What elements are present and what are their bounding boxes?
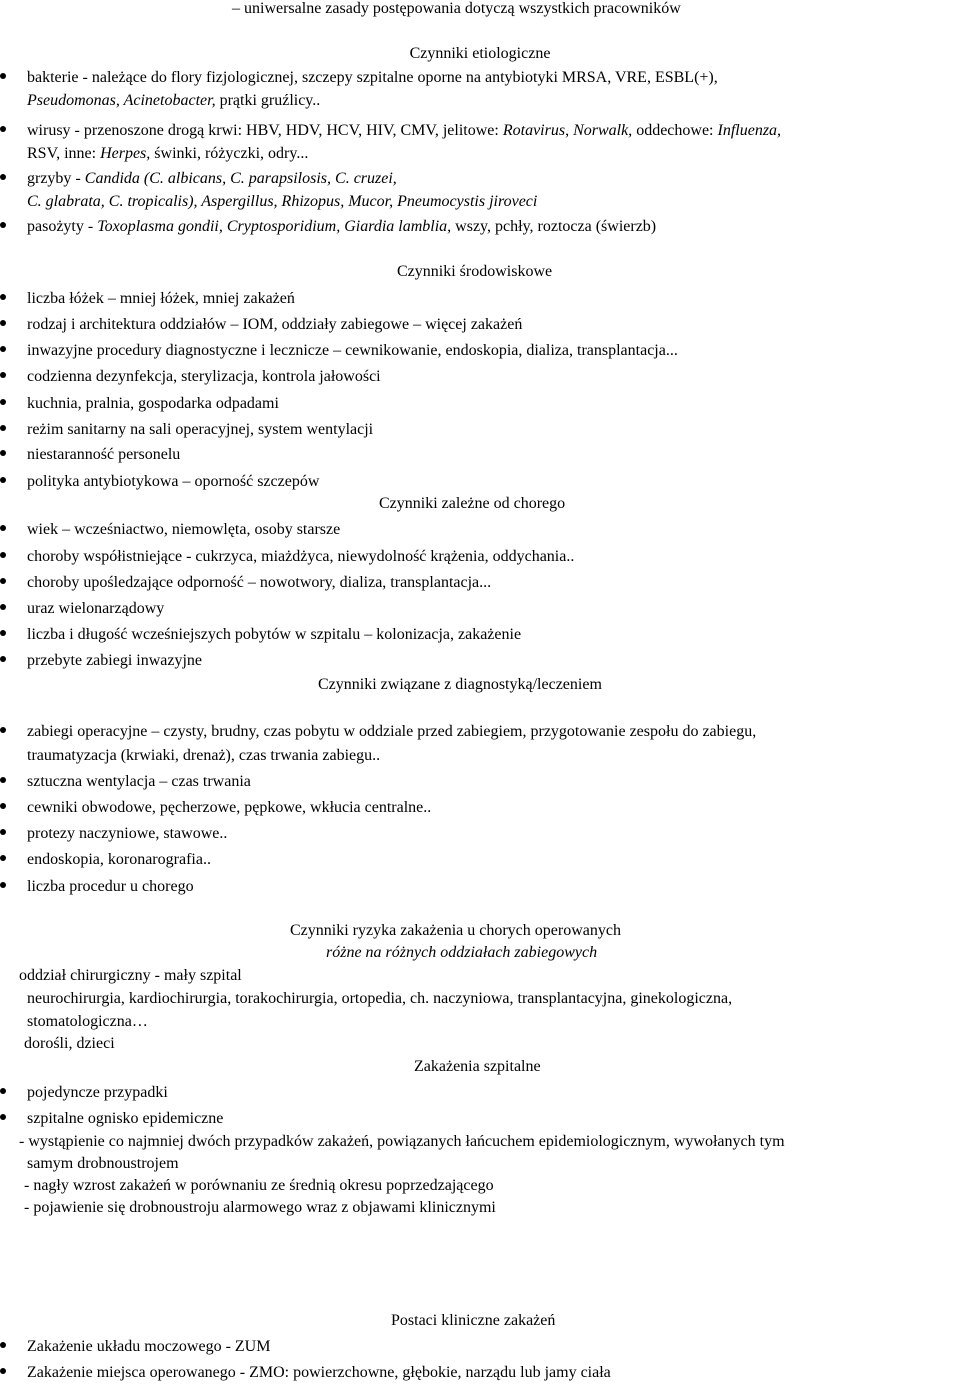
bullet-icon xyxy=(0,120,12,142)
bullet-icon xyxy=(0,849,12,871)
bullet-icon xyxy=(0,650,12,672)
text-line: - wystąpienie co najmniej dwóch przypadków zakażeń, powiązanych łańcuchem epidemiologicznym, wywołanych tym xyxy=(19,1133,785,1150)
subheading-surgical-wards: różne na różnych oddziałach zabiegowych xyxy=(326,944,598,961)
heading-clinical-forms: Postaci kliniczne zakażeń xyxy=(391,1312,556,1329)
list-item-fungi: grzyby - Candida (C. albicans, C. parapsilosis, C. cruzei, xyxy=(27,170,397,187)
bullet-icon xyxy=(0,721,12,743)
list-item: protezy naczyniowe, stawowe.. xyxy=(27,825,228,842)
bullet-icon xyxy=(0,546,12,568)
bullet-icon xyxy=(0,876,12,898)
list-item: codzienna dezynfekcja, sterylizacja, kontrola jałowości xyxy=(27,368,381,385)
list-item-viruses: wirusy - przenoszone drogą krwi: HBV, HDV, HCV, HIV, CMV, jelitowe: Rotavirus, Norwalk, oddechowe: Influenza, xyxy=(27,122,782,139)
list-item-bacteria-cont: Pseudomonas, Acinetobacter, prątki gruźlicy.. xyxy=(27,92,321,109)
bullet-icon xyxy=(0,519,12,541)
list-item: kuchnia, pralnia, gospodarka odpadami xyxy=(27,395,279,412)
bullet-icon xyxy=(0,624,12,646)
bullet-icon xyxy=(0,1336,12,1358)
heading-patient-factors: Czynniki zależne od chorego xyxy=(379,495,566,512)
bullet-icon xyxy=(0,288,12,310)
heading-etiological-factors: Czynniki etiologiczne xyxy=(409,45,551,62)
bullet-icon xyxy=(0,771,12,793)
bullet-icon xyxy=(0,67,12,89)
bullet-icon xyxy=(0,444,12,466)
bullet-icon xyxy=(0,1082,12,1104)
list-item: sztuczna wentylacja – czas trwania xyxy=(27,773,251,790)
list-item: reżim sanitarny na sali operacyjnej, system wentylacji xyxy=(27,421,374,438)
list-item-viruses-cont: RSV, inne: Herpes, świnki, różyczki, odry... xyxy=(27,145,309,162)
list-item: uraz wielonarządowy xyxy=(27,600,165,617)
bullet-icon xyxy=(0,471,12,493)
list-item: choroby współistniejące - cukrzyca, miażdżyca, niewydolność krążenia, oddychania.. xyxy=(27,548,575,565)
text-line: oddział chirurgiczny - mały szpital xyxy=(19,967,242,984)
list-item: liczba i długość wcześniejszych pobytów w szpitalu – kolonizacja, zakażenie xyxy=(27,626,522,643)
heading-environmental-factors: Czynniki środowiskowe xyxy=(397,263,553,280)
list-item: pojedyncze przypadki xyxy=(27,1084,168,1101)
list-item: polityka antybiotykowa – oporność szczepów xyxy=(27,473,320,490)
bullet-icon xyxy=(0,797,12,819)
bullet-icon xyxy=(0,340,12,362)
text-line: - pojawienie się drobnoustroju alarmowego wraz z objawami klinicznymi xyxy=(24,1199,496,1216)
bullet-icon xyxy=(0,393,12,415)
list-item: liczba procedur u chorego xyxy=(27,878,194,895)
bullet-icon xyxy=(0,216,12,238)
text-line: stomatologiczna… xyxy=(27,1013,148,1030)
bullet-icon xyxy=(0,598,12,620)
bullet-icon xyxy=(0,823,12,845)
heading-diagnostic-treatment-factors: Czynniki związane z diagnostyką/leczeniem xyxy=(318,676,602,693)
list-item-bacteria: bakterie - należące do flory fizjologicznej, szczepy szpitalne oporne na antybiotyki MRSA, VRE, ESBL(+), xyxy=(27,69,718,86)
text-line: neurochirurgia, kardiochirurgia, torakochirurgia, ortopedia, ch. naczyniowa, transplantacyjna, ginekologiczna, xyxy=(27,990,733,1007)
bullet-icon xyxy=(0,572,12,594)
bullet-icon xyxy=(0,314,12,336)
heading-surgical-risk-factors: Czynniki ryzyka zakażenia u chorych operowanych xyxy=(290,922,621,939)
list-item: wiek – wcześniactwo, niemowlęta, osoby starsze xyxy=(27,521,341,538)
list-item: cewniki obwodowe, pęcherzowe, pępkowe, wkłucia centralne.. xyxy=(27,799,432,816)
list-item: Zakażenie układu moczowego - ZUM xyxy=(27,1338,271,1355)
list-item: liczba łóżek – mniej łóżek, mniej zakażeń xyxy=(27,290,295,307)
bullet-icon xyxy=(0,1362,12,1384)
bullet-icon xyxy=(0,168,12,190)
list-item: choroby upośledzające odporność – nowotwory, dializa, transplantacja... xyxy=(27,574,492,591)
text-line: - nagły wzrost zakażeń w porównaniu ze średnią okresu poprzedzającego xyxy=(24,1177,494,1194)
bullet-icon xyxy=(0,366,12,388)
list-item-parasites: pasożyty - Toxoplasma gondii, Cryptosporidium, Giardia lamblia, wszy, pchły, roztocza (świerzb) xyxy=(27,218,657,235)
text-line: dorośli, dzieci xyxy=(24,1035,115,1052)
list-item-surgery-cont: traumatyzacja (krwiaki, drenaż), czas trwania zabiegu.. xyxy=(27,747,381,764)
list-item-surgery: zabiegi operacyjne – czysty, brudny, czas pobytu w oddziale przed zabiegiem, przygotowanie zespołu do zabiegu, xyxy=(27,723,757,740)
list-item-fungi-cont: C. glabrata, C. tropicalis), Aspergillus, Rhizopus, Mucor, Pneumocystis jiroveci xyxy=(27,193,538,210)
list-item: Zakażenie miejsca operowanego - ZMO: powierzchowne, głębokie, narządu lub jamy ciała xyxy=(27,1364,611,1381)
list-item: endoskopia, koronarografia.. xyxy=(27,851,211,868)
list-item: rodzaj i architektura oddziałów – IOM, oddziały zabiegowe – więcej zakażeń xyxy=(27,316,523,333)
list-item: szpitalne ognisko epidemiczne xyxy=(27,1110,224,1127)
list-item: inwazyjne procedury diagnostyczne i lecznicze – cewnikowanie, endoskopia, dializa, transplantacja... xyxy=(27,342,678,359)
bullet-icon xyxy=(0,1108,12,1130)
bullet-icon xyxy=(0,419,12,441)
text-line: samym drobnoustrojem xyxy=(27,1155,179,1172)
list-item: przebyte zabiegi inwazyjne xyxy=(27,652,203,669)
heading-hospital-infections: Zakażenia szpitalne xyxy=(414,1058,541,1075)
intro-line: – uniwersalne zasady postępowania dotyczą wszystkich pracowników xyxy=(232,0,681,17)
list-item: niestaranność personelu xyxy=(27,446,181,463)
